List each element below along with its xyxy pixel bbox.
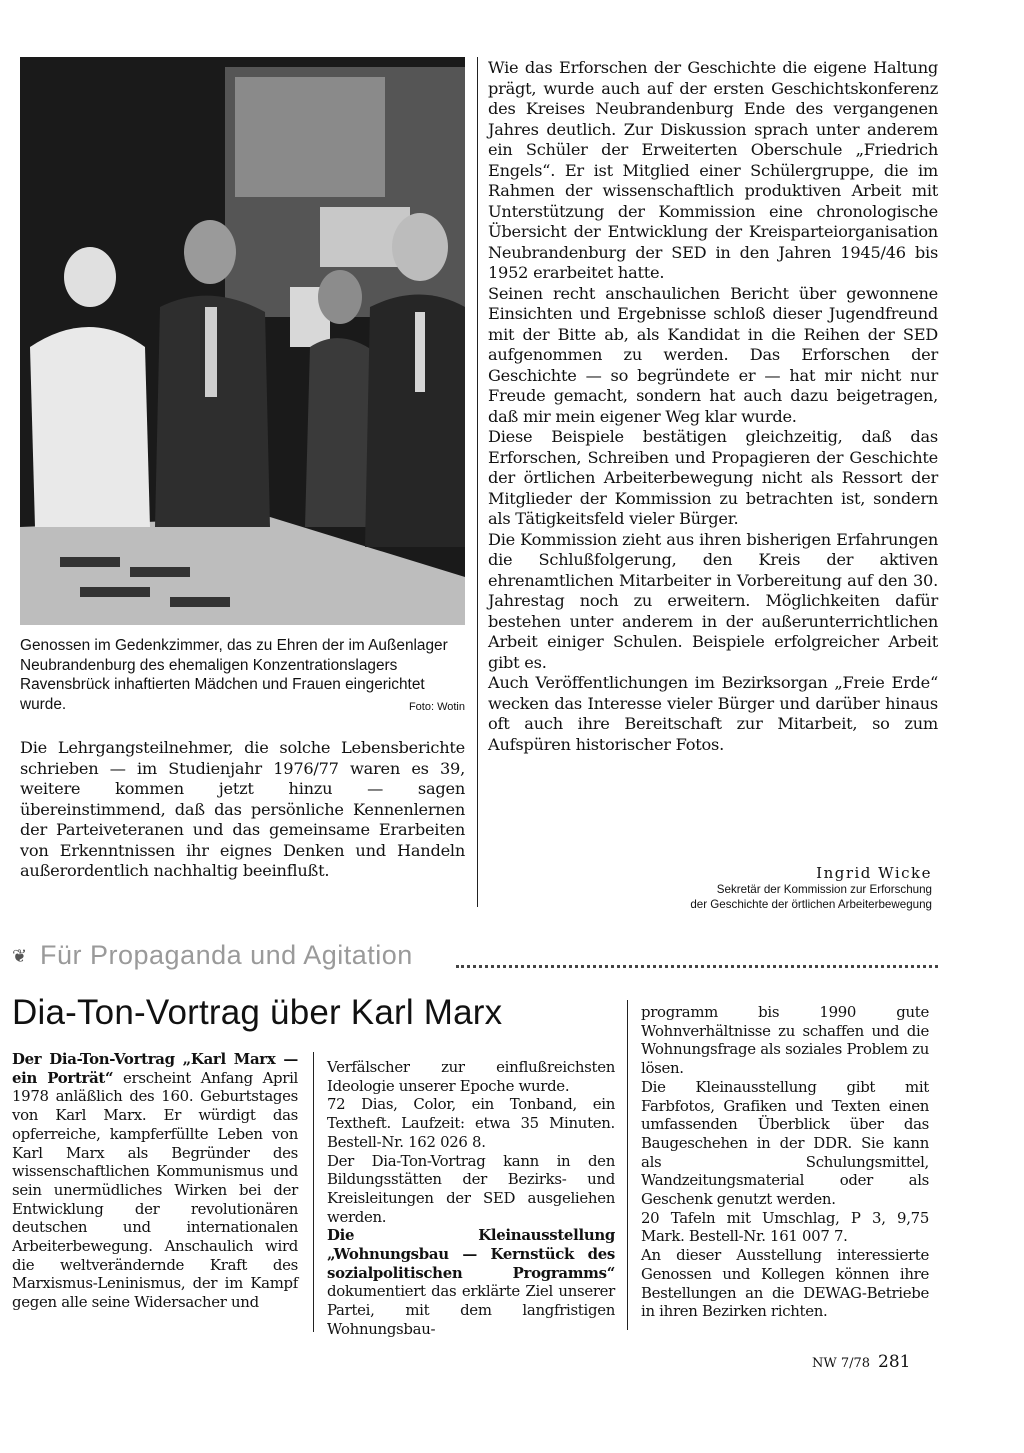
caption-text: Genossen im Gedenkzimmer, das zu Ehren der im Außenlager Neubrandenburg des ehemaligen Konzentrationslagers Ravensbrück inhaftierten Mädchen und Frauen eingerichtet wurde. [20, 637, 448, 713]
gedenkzimmer-photo [20, 57, 465, 625]
paragraph: programm bis 1990 gute Wohnverhältnisse zu schaffen und die Wohnungsfrage als soziales Problem zu lösen. [641, 1003, 929, 1078]
paragraph: dokumentiert das erklärte Ziel unserer Partei, mit dem langfristigen Wohnungsbau- [327, 1282, 615, 1338]
paragraph: An dieser Ausstellung interessierte Genossen und Kollegen können ihre Bestellungen an die DEWAG-Betriebe in ihren Bezirken richten. [641, 1246, 929, 1321]
paragraph: Wie das Erforschen der Geschichte die eigene Haltung prägt, wurde auch auf der ersten Geschichtskonferenz des Kreises Neubrandenburg Ende des vergangenen Jahres deutlich. Zur Diskussion sprach unter anderem ein Schüler der Erweiterten Oberschule „Friedrich Engels“. Er ist Mitglied einer Schülergruppe, die im Rahmen der wissenschaftlich produktiven Arbeit mit Unterstützung der Kommission eine chronologische Übersicht der Entwicklung der Kreisparteiorganisation Neubrandenburg der SED in den Jahren 1945/46 bis 1952 erarbeitet hatte. [488, 58, 938, 282]
author-signature [560, 864, 932, 912]
page-number: 281 [878, 1352, 911, 1372]
article-column-1 [12, 1050, 298, 1312]
paragraph: Diese Beispiele bestätigen gleichzeitig, daß das Erforschen, Schreiben und Propagieren der Geschichte der örtlichen Arbeiterbewegung nicht als Ressort der Mitglieder der Kommission zu betrachten ist, sondern als Tätigkeitsfeld vieler Bürger. [488, 427, 938, 528]
right-column-text [488, 58, 938, 755]
paragraph: 20 Tafeln mit Umschlag, P 3, 9,75 Mark. Bestell-Nr. 161 007 7. [641, 1208, 929, 1246]
section-header [8, 940, 938, 976]
photo-caption [20, 636, 465, 717]
paragraph: Seinen recht anschaulichen Bericht über gewonnene Einsichten und Ergebnisse schloß dieser Jugendfreund mit der Bitte ab, als Kandidat in die Reihen der SED aufgenommen zu werden. Das Erforschen der Geschichte — so begründete er — hat mir nicht nur Freude gemacht, sondern hat auch dazu beigetragen, daß mir mein eigener Weg klar wurde. [488, 283, 938, 426]
paragraph: Die Kommission zieht aus ihren bisherigen Erfahrungen die Schlußfolgerung, den Kreis der aktiven ehrenamtlichen Mitarbeiter in Vorbereitung auf den 30. Jahrestag noch zu erweitern. Möglichkeiten dafür bestehen unter anderem in der außerunterrichtlichen Arbeit einiger Schulen. Beispiele erfolgreicher Arbeit gibt es. [488, 529, 938, 672]
paragraph: erscheint Anfang April 1978 anläßlich des 160. Geburtstages von Karl Marx. Er würdigt das opferreiche, kampferfüllte Leben von Karl Marx als Begründer des wissenschaftlichen Kommunismus und sein unermüdliches Wirken bei der Entwicklung der revolutionären deutschen und internationalen Arbeiterbewegung. Anschaulich wird die weltverändernde Kraft des Marxismus-Leninismus, der im Kampf gegen alle seine Widersacher und [12, 1068, 298, 1312]
author-role: Sekretär der Kommission zur Erforschung [716, 883, 932, 896]
paragraph: Die Kleinausstellung gibt mit Farbfotos, Grafiken und Texten einen umfassenden Überblick über das Baugeschehen in der DDR. Sie kann als Schulungsmittel, Wandzeitungsmaterial oder als Geschenk genutzt werden. [641, 1077, 929, 1209]
author-role: der Geschichte der örtlichen Arbeiterbewegung [690, 898, 932, 911]
column-divider [477, 57, 478, 907]
article-headline: Dia-Ton-Vortrag über Karl Marx [12, 993, 503, 1032]
section-label: Für Propaganda und Agitation [40, 940, 413, 970]
paragraph: Auch Veröffentlichungen im Bezirksorgan „Freie Erde“ wecken das Interesse vieler Bürger und darüber hinaus oft auch ihre Bereitschaft zur Mitarbeit, so zum Aufspüren historischer Fotos. [488, 673, 938, 754]
paragraph: Der Dia-Ton-Vortrag kann in den Bildungsstätten der Bezirks- und Kreisleitungen der SED ausgeliehen werden. [327, 1151, 615, 1226]
paragraph: Die Lehrgangsteilnehmer, die solche Lebensberichte schrieben — im Studienjahr 1976/77 waren es 39, weitere kommen jetzt hinzu — sagen übereinstimmend, daß das persönliche Kennenlernen der Parteiveteranen und das gemeinsame Erarbeiten von Erkenntnissen ihr eignes Denken und Handeln außerordentlich nachhaltig beeinflußt. [20, 738, 465, 880]
article-column-2 [327, 1058, 615, 1339]
dotted-rule [456, 965, 938, 968]
ornament-icon: ❦ [12, 946, 28, 966]
bold-lead: Der Dia-Ton-Vortrag „Karl Marx — ein Porträt“ [12, 1050, 298, 1087]
author-name: Ingrid Wicke [816, 864, 932, 882]
photo-credit: Foto: Wotin [408, 700, 465, 713]
column-divider [627, 1000, 628, 1330]
left-column-text [20, 738, 465, 882]
paragraph: 72 Dias, Color, ein Tonband, ein Textheft. Laufzeit: etwa 35 Minuten. Bestell-Nr. 162 026 8. [327, 1095, 615, 1151]
article-column-3 [641, 1003, 929, 1321]
paragraph: Verfälscher zur einflußreichsten Ideologie unserer Epoche wurde. [327, 1058, 615, 1095]
bold-lead: Die Kleinausstellung „Wohnungsbau — Kernstück des sozialpolitischen Programms“ [327, 1226, 615, 1282]
column-divider [313, 1052, 314, 1332]
issue-label: NW 7/78 [812, 1356, 871, 1371]
